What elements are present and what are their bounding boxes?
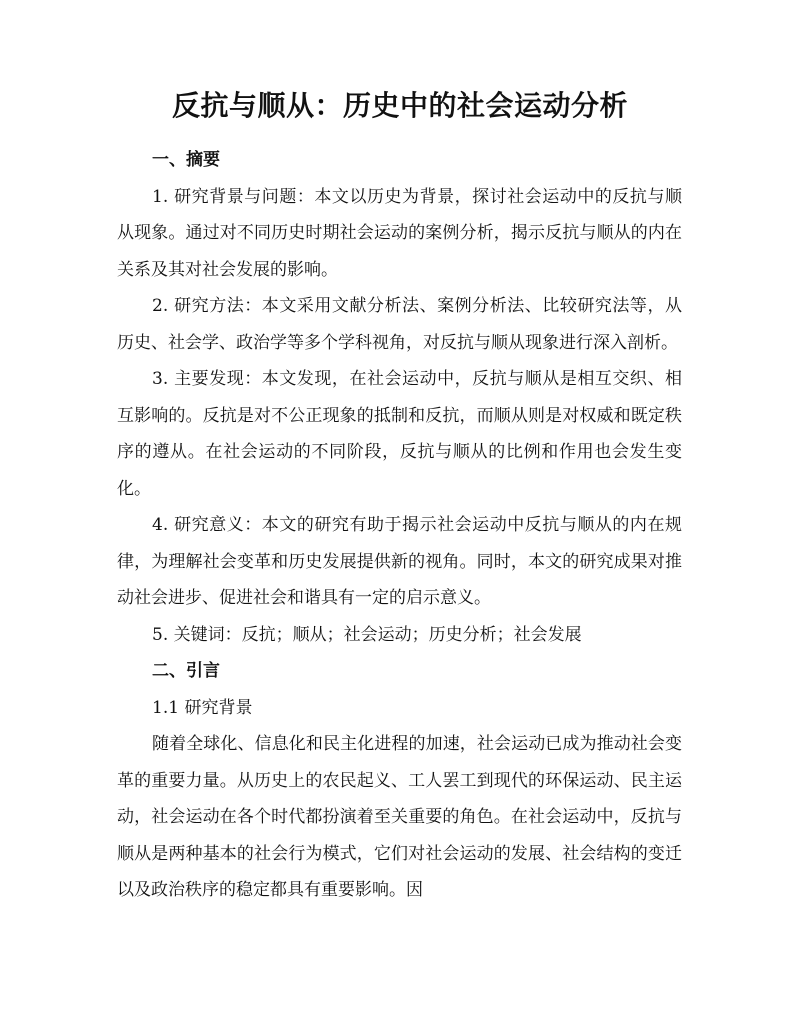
subsection-heading-background: 1.1 研究背景: [152, 697, 253, 718]
section-heading-introduction: 二、引言: [152, 661, 220, 681]
abstract-item-keywords: 5. 关键词：反抗；顺从；社会运动；历史分析；社会发展: [152, 624, 582, 645]
abstract-item-background: 1. 研究背景与问题：本文以历史为背景，探讨社会运动中的反抗与顺从现象。通过对不同历史时期社会运动的案例分析，揭示反抗与顺从的内在关系及其对社会发展的影响。: [117, 186, 682, 280]
abstract-item-findings: 3. 主要发现：本文发现，在社会运动中，反抗与顺从是相互交织、相互影响的。反抗是对不公正现象的抵制和反抗，而顺从则是对权威和既定秩序的遵从。在社会运动的不同阶段，反抗与顺从的比例和作用也会发生变化。: [117, 369, 682, 499]
introduction-paragraph: 随着全球化、信息化和民主化进程的加速，社会运动已成为推动社会变革的重要力量。从历史上的农民起义、工人罢工到现代的环保运动、民主运动，社会运动在各个时代都扮演着至关重要的角色。在社会运动中，反抗与顺从是两种基本的社会行为模式，它们对社会运动的发展、社会结构的变迁以及政治秩序的稳定都具有重要影响。因: [117, 734, 682, 900]
document-title: 反抗与顺从：历史中的社会运动分析: [171, 89, 628, 122]
abstract-item-method: 2. 研究方法：本文采用文献分析法、案例分析法、比较研究法等，从历史、社会学、政治学等多个学科视角，对反抗与顺从现象进行深入剖析。: [117, 296, 682, 353]
document-body: [117, 142, 682, 909]
abstract-item-significance: 4. 研究意义：本文的研究有助于揭示社会运动中反抗与顺从的内在规律，为理解社会变革和历史发展提供新的视角。同时，本文的研究成果对推动社会进步、促进社会和谐具有一定的启示意义。: [117, 515, 682, 608]
section-heading-abstract: 一、摘要: [152, 150, 220, 170]
